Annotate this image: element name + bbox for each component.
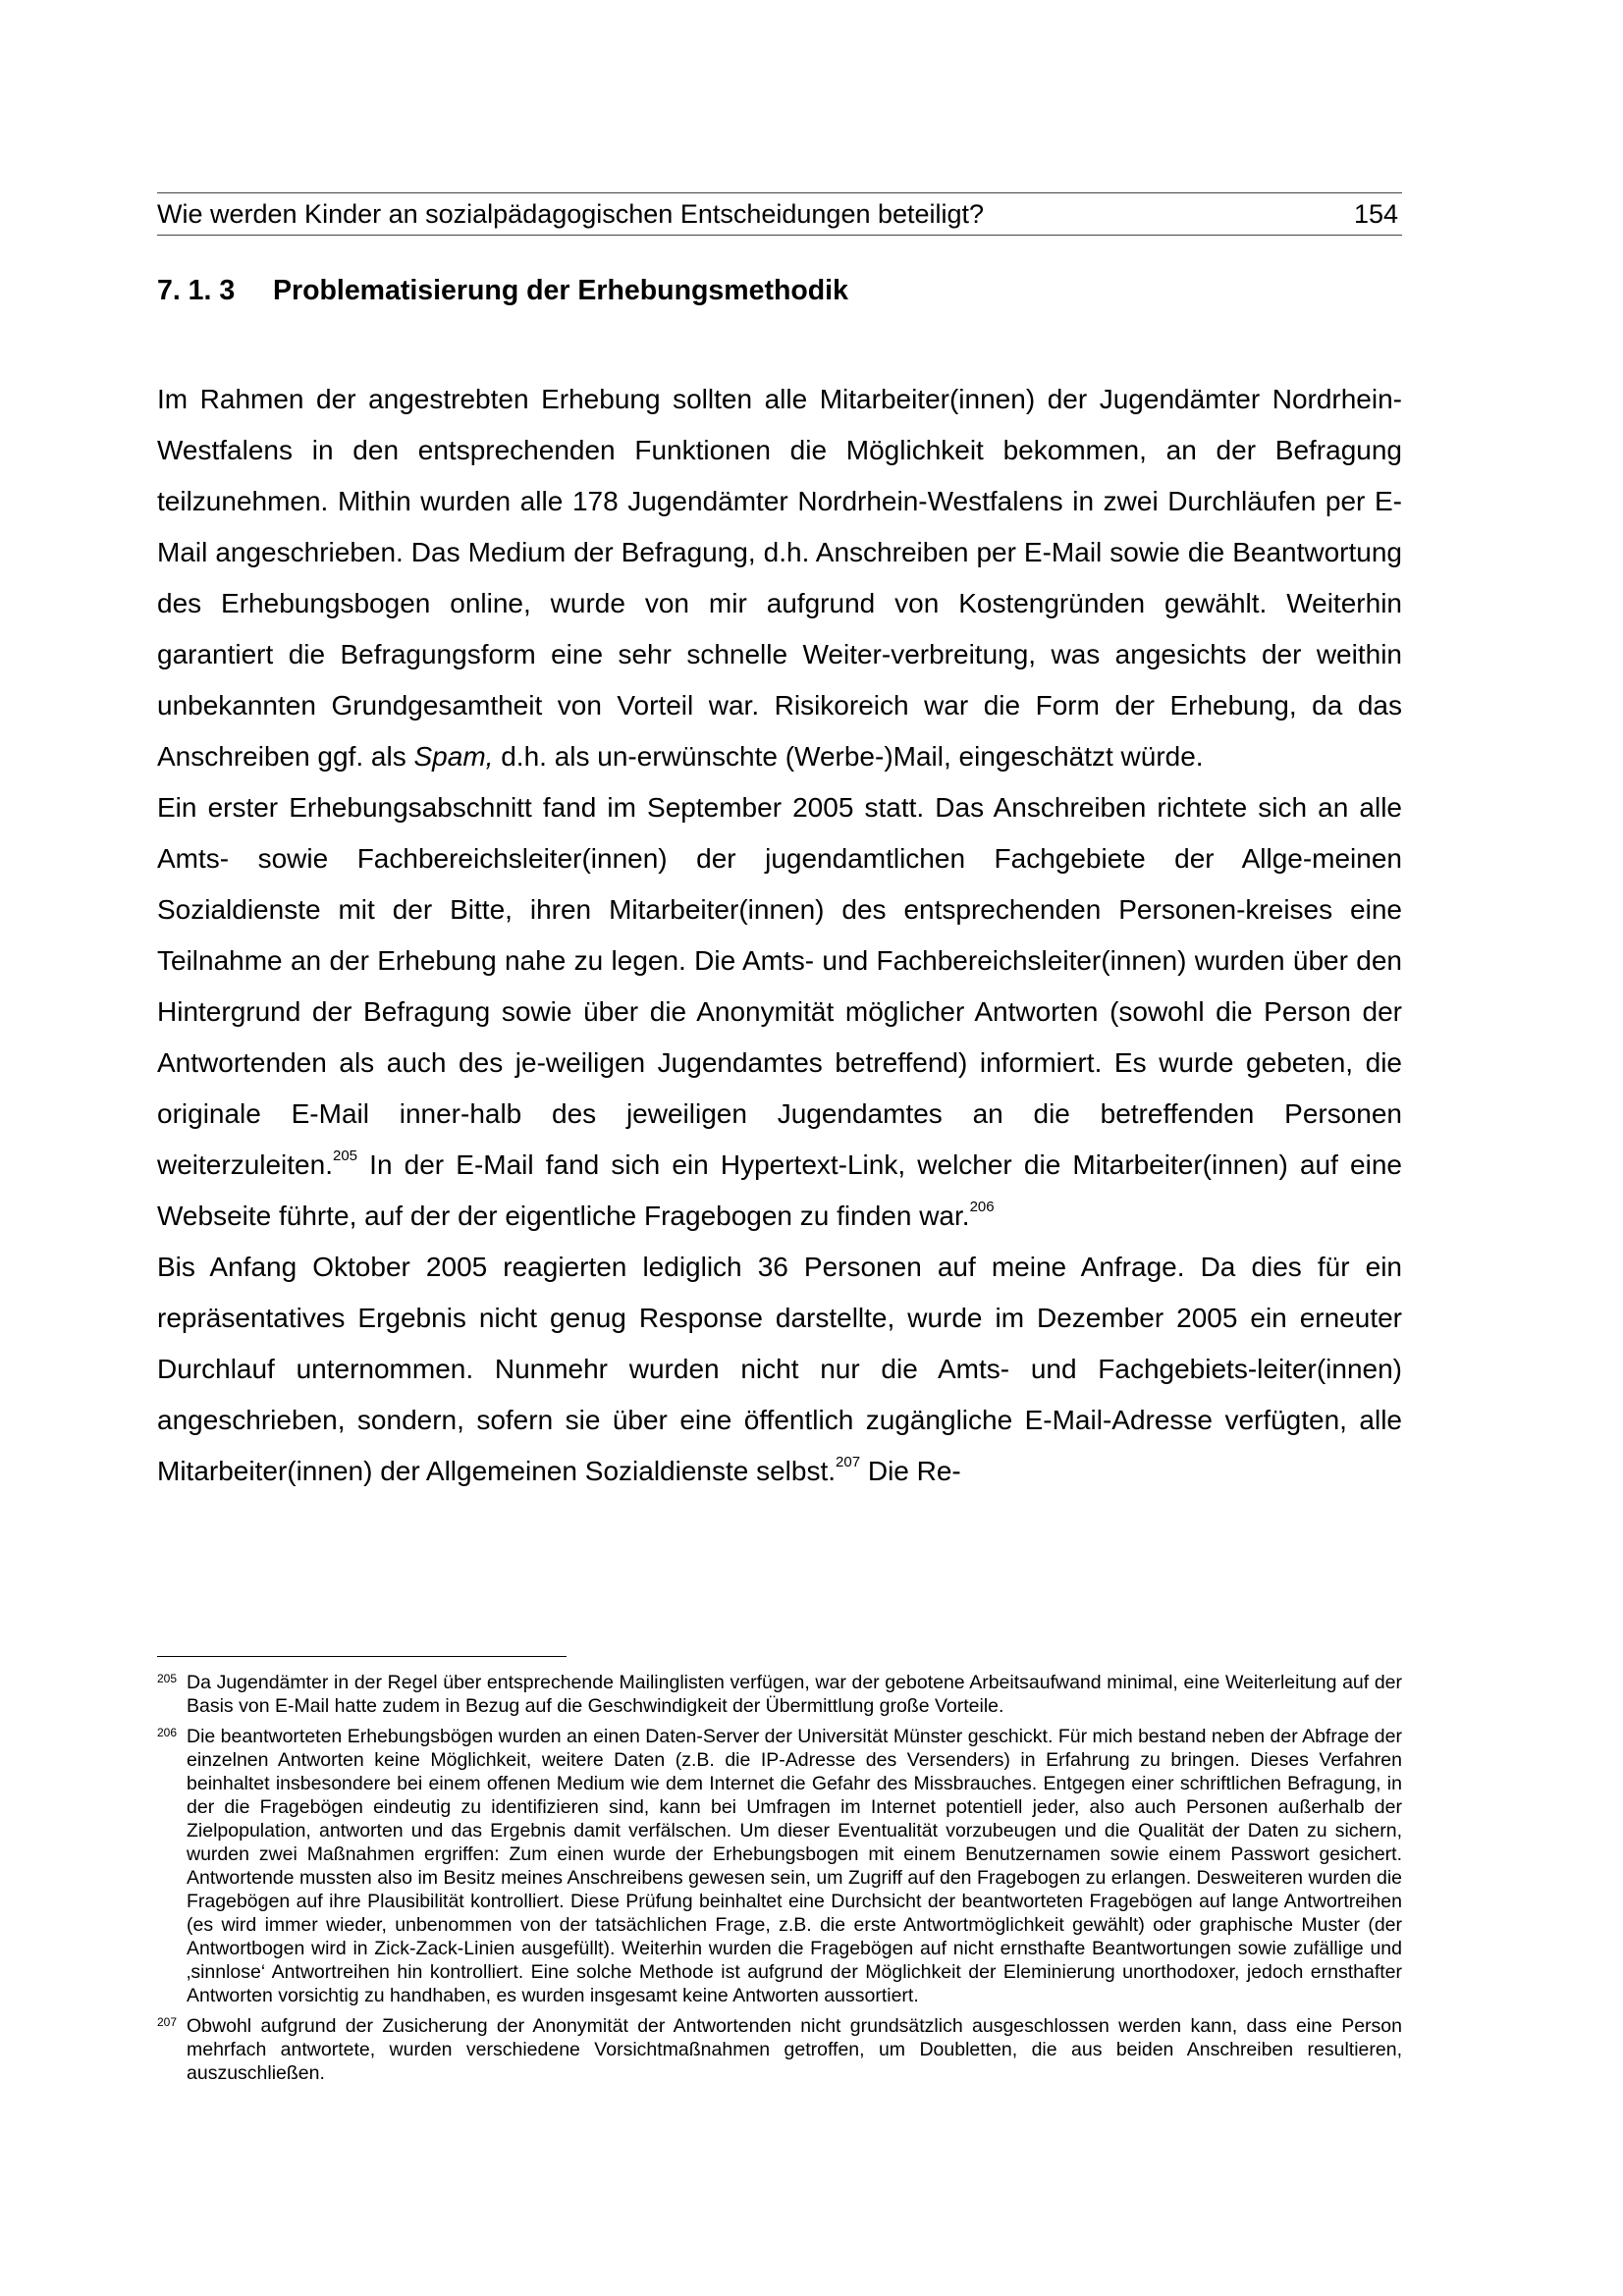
paragraph-3: [157, 1242, 1402, 1497]
paragraph-2-text-a: Ein erster Erhebungsabschnitt fand im September 2005 statt. Das Anschreiben richtete sich an alle Amts- sowie Fachbereichsleiter(innen) der jugendamtlichen Fachgebiete der Allge-meinen Sozialdienste mit der Bitte, ihren Mitarbeiter(innen) des entsprechenden Personen-kreises eine Teilnahme an der Erhebung nahe zu legen. Die Amts- und Fachbereichsleiter(innen) wurden über den Hintergrund der Befragung sowie über die Anonymität möglicher Antworten (sowohl die Person der Antwortenden als auch des je-weiligen Jugendamtes betreffend) informiert. Es wurde gebeten, die originale E-Mail inner-halb des jeweiligen Jugendamtes an die betreffenden Personen weiterzuleiten.: [157, 792, 1402, 1180]
footnote-205: [157, 1671, 1402, 1718]
footnote-number: 205: [157, 1672, 178, 1685]
footnote-text: Obwohl aufgrund der Zusicherung der Anonymität der Antwortenden nicht grundsätzlich ausgeschlossen werden kann, dass eine Person mehrfach antwortete, wurden verschiedene Vorsichtmaßnahmen getroffen, um Doubletten, die aus beiden Anschreiben resultieren, auszuschließen.: [187, 2015, 1402, 2084]
footnote-text: Da Jugendämter in der Regel über entsprechende Mailinglisten verfügen, war der gebotene Arbeitsaufwand minimal, eine Weiterleitung auf der Basis von E-Mail hatte zudem in Bezug auf die Geschwindigkeit der Übermittlung große Vorteile.: [187, 1672, 1402, 1717]
footnote-number: 206: [157, 1726, 178, 1739]
section-number: 7. 1. 3: [157, 275, 236, 306]
footnote-207: [157, 2014, 1402, 2085]
section-heading: [157, 275, 848, 307]
paragraph-1: [157, 374, 1402, 782]
running-header: [157, 192, 1402, 236]
footnote-ref-207[interactable]: 207: [836, 1454, 861, 1470]
section-title: Problematisierung der Erhebungsmethodik: [273, 275, 848, 306]
body-text: [157, 374, 1402, 1497]
footnote-ref-205[interactable]: 205: [332, 1148, 358, 1164]
footnote-separator: [157, 1656, 567, 1657]
paragraph-3-text-a: Bis Anfang Oktober 2005 reagierten lediglich 36 Personen auf meine Anfrage. Da dies für ein repräsentatives Ergebnis nicht genug Response darstellte, wurde im Dezember 2005 ein erneuter Durchlauf unternommen. Nunmehr wurden nicht nur die Amts- und Fachgebiets-leiter(innen) angeschrieben, sondern, sofern sie über eine öffentlich zugängliche E-Mail-Adresse verfügten, alle Mitarbeiter(innen) der Allgemeinen Sozialdienste selbst.: [157, 1252, 1402, 1486]
footnote-ref-206[interactable]: 206: [969, 1199, 995, 1215]
paragraph-1-text-b: d.h. als un-erwünschte (Werbe-)Mail, eingeschätzt würde.: [493, 741, 1204, 772]
paragraph-1-text-a: Im Rahmen der angestrebten Erhebung sollten alle Mitarbeiter(innen) der Jugendämter Nordrhein-Westfalens in den entsprechenden Funktionen die Möglichkeit bekommen, an der Befragung teilzunehmen. Mithin wurden alle 178 Jugendämter Nordrhein-Westfalens in zwei Durchläufen per E-Mail angeschrieben. Das Medium der Befragung, d.h. Anschreiben per E-Mail sowie die Beantwortung des Erhebungsbogen online, wurde von mir aufgrund von Kostengründen gewählt. Weiterhin garantiert die Befragungsform eine sehr schnelle Weiter-verbreitung, was angesichts der weithin unbekannten Grundgesamtheit von Vorteil war. Risikoreich war die Form der Erhebung, da das Anschreiben ggf. als: [157, 384, 1402, 772]
running-title: Wie werden Kinder an sozialpädagogischen Entscheidungen beteiligt?: [157, 199, 985, 229]
footnote-206: [157, 1725, 1402, 2007]
page-number: 154: [1353, 199, 1398, 229]
paragraph-3-text-b: Die Re-: [860, 1456, 961, 1486]
paragraph-2-text-b: In der E-Mail fand sich ein Hypertext-Link, welcher die Mitarbeiter(innen) auf eine Webseite führte, auf der der eigentliche Fragebogen zu finden war.: [157, 1149, 1402, 1231]
spam-term: Spam,: [413, 741, 494, 772]
footnote-number: 207: [157, 2015, 178, 2029]
paragraph-2: [157, 782, 1402, 1242]
footnote-text: Die beantworteten Erhebungsbögen wurden an einen Daten-Server der Universität Münster geschickt. Für mich bestand neben der Abfrage der einzelnen Antworten keine Möglichkeit, weitere Daten (z.B. die IP-Adresse des Versenders) in Erfahrung zu bringen. Dieses Verfahren beinhaltet insbesondere bei einem offenen Medium wie dem Internet die Gefahr des Missbrauches. Entgegen einer schriftlichen Befragung, in der die Fragebögen eindeutig zu identifizieren sind, kann bei Umfragen im Internet potentiell jeder, also auch Personen außerhalb der Zielpopulation, antworten und das Ergebnis damit verfälschen. Um dieser Eventualität vorzubeugen und die Qualität der Daten zu sichern, wurden zwei Maßnahmen ergriffen: Zum einen wurde der Erhebungsbogen mit einem Benutzernamen sowie einem Passwort gesichert. Antwortende mussten also im Besitz meines Anschreibens gewesen sein, um Zugriff auf den Fragebogen zu erlangen. Desweiteren wurden die Fragebögen auf ihre Plausibilität kontrolliert. Diese Prüfung beinhaltet eine Durchsicht der beantworteten Fragebögen auf lange Antwortreihen (es wird immer wieder, unbenommen von der tatsächlichen Frage, z.B. die erste Antwortmöglichkeit gewählt) oder graphische Muster (der Antwortbogen wird in Zick-Zack-Linien ausgefüllt). Weiterhin wurden die Fragebögen auf nicht ernsthafte Beantwortungen sowie zufällige und ‚sinnlose‘ Antwortreihen hin kontrolliert. Eine solche Methode ist aufgrund der Möglichkeit der Eleminierung unorthodoxer, jedoch ernsthafter Antworten vorsichtig zu handhaben, es wurden insgesamt keine Antworten aussortiert.: [187, 1726, 1402, 2006]
footnotes: [157, 1671, 1402, 2092]
